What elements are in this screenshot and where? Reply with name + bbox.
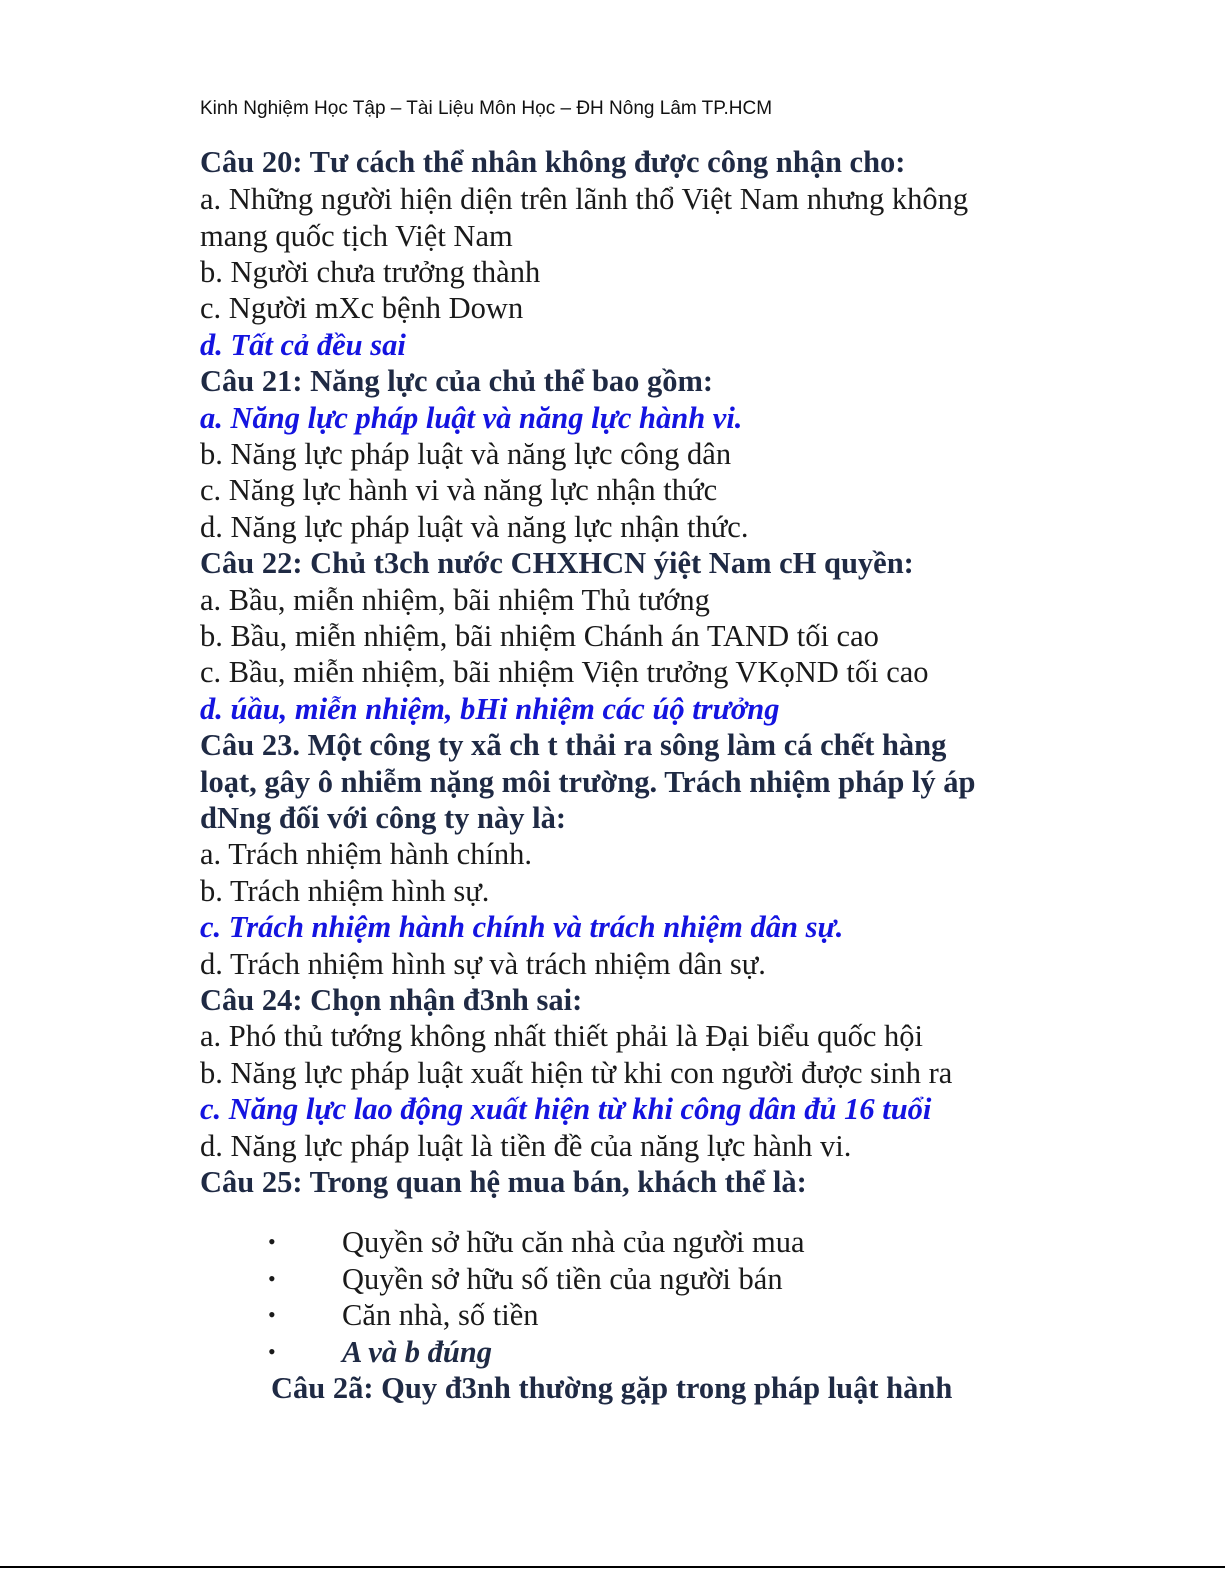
bullet-marker: • [268,1302,276,1327]
bullet-marker: • [268,1229,276,1254]
question-21-title: Câu 21: Năng lực của chủ thể bao gồm: [200,364,714,398]
q23-option-a: a. Trách nhiệm hành chính. [200,837,533,871]
page-bottom-rule [0,1566,1225,1568]
q22-option-c: c. Bầu, miễn nhiệm, bãi nhiệm Viện trưởng VKọND tối cao [200,655,929,689]
q21-option-c: c. Năng lực hành vi và năng lực nhận thức [200,473,718,507]
question-22-title: Câu 22: Chủ t3ch nước CHXHCN ýiệt Nam cH quyền: [200,546,914,580]
q21-option-b: b. Năng lực pháp luật và năng lực công dân [200,437,732,471]
q24-option-d: d. Năng lực pháp luật là tiền đề của năng lực hành vi. [200,1129,852,1163]
q20-correct-answer: d. Tất cả đều sai [200,328,406,362]
question-23-title-line1: Câu 23. Một công ty xã ch t thải ra sông làm cá chết hàng [200,728,947,762]
q22-option-b: b. Bầu, miễn nhiệm, bãi nhiệm Chánh án TAND tối cao [200,619,879,653]
question-23-title-line2: loạt, gây ô nhiễm nặng môi trường. Trách nhiệm pháp lý áp [200,765,976,799]
q20-option-a-line2: mang quốc tịch Việt Nam [200,219,513,253]
page-header: Kinh Nghiệm Học Tập – Tài Liệu Môn Học – ĐH Nông Lâm TP.HCM [200,98,773,119]
q20-option-c: c. Người mXc bệnh Down [200,291,524,325]
q25-option-3: Căn nhà, số tiền [342,1298,539,1332]
q22-option-a: a. Bầu, miễn nhiệm, bãi nhiệm Thủ tướng [200,583,710,617]
bullet-marker: • [268,1339,276,1364]
q20-option-b: b. Người chưa trưởng thành [200,255,541,289]
q24-option-b: b. Năng lực pháp luật xuất hiện từ khi con người được sinh ra [200,1056,953,1090]
question-20-title: Câu 20: Tư cách thể nhân không được công nhận cho: [200,145,906,179]
q23-option-d: d. Trách nhiệm hình sự và trách nhiệm dân sự. [200,947,766,981]
question-24-title: Câu 24: Chọn nhận đ3nh sai: [200,983,583,1017]
question-23-title-line3: dNng đối với công ty này là: [200,801,566,835]
q24-correct-answer: c. Năng lực lao động xuất hiện từ khi công dân đủ 16 tuổi [200,1092,932,1126]
question-25-title: Câu 25: Trong quan hệ mua bán, khách thể là: [200,1165,807,1199]
q21-correct-answer: a. Năng lực pháp luật và năng lực hành vi. [200,401,743,435]
q22-correct-answer: d. úầu, miễn nhiệm, bHi nhiệm các úộ trưởng [200,692,780,726]
q21-option-d: d. Năng lực pháp luật và năng lực nhận thức. [200,510,749,544]
q20-option-a-line1: a. Những người hiện diện trên lãnh thổ Việt Nam nhưng không [200,182,969,216]
q25-option-1: Quyền sở hữu căn nhà của người mua [342,1225,805,1259]
q25-correct-answer: A và b đúng [342,1335,492,1369]
q25-option-2: Quyền sở hữu số tiền của người bán [342,1262,783,1296]
q23-correct-answer: c. Trách nhiệm hành chính và trách nhiệm dân sự. [200,910,844,944]
q24-option-a: a. Phó thủ tướng không nhất thiết phải là Đại biểu quốc hội [200,1019,924,1053]
bullet-marker: • [268,1266,276,1291]
question-26-title: Câu 2ã: Quy đ3nh thường gặp trong pháp luật hành [271,1371,953,1405]
q23-option-b: b. Trách nhiệm hình sự. [200,874,490,908]
